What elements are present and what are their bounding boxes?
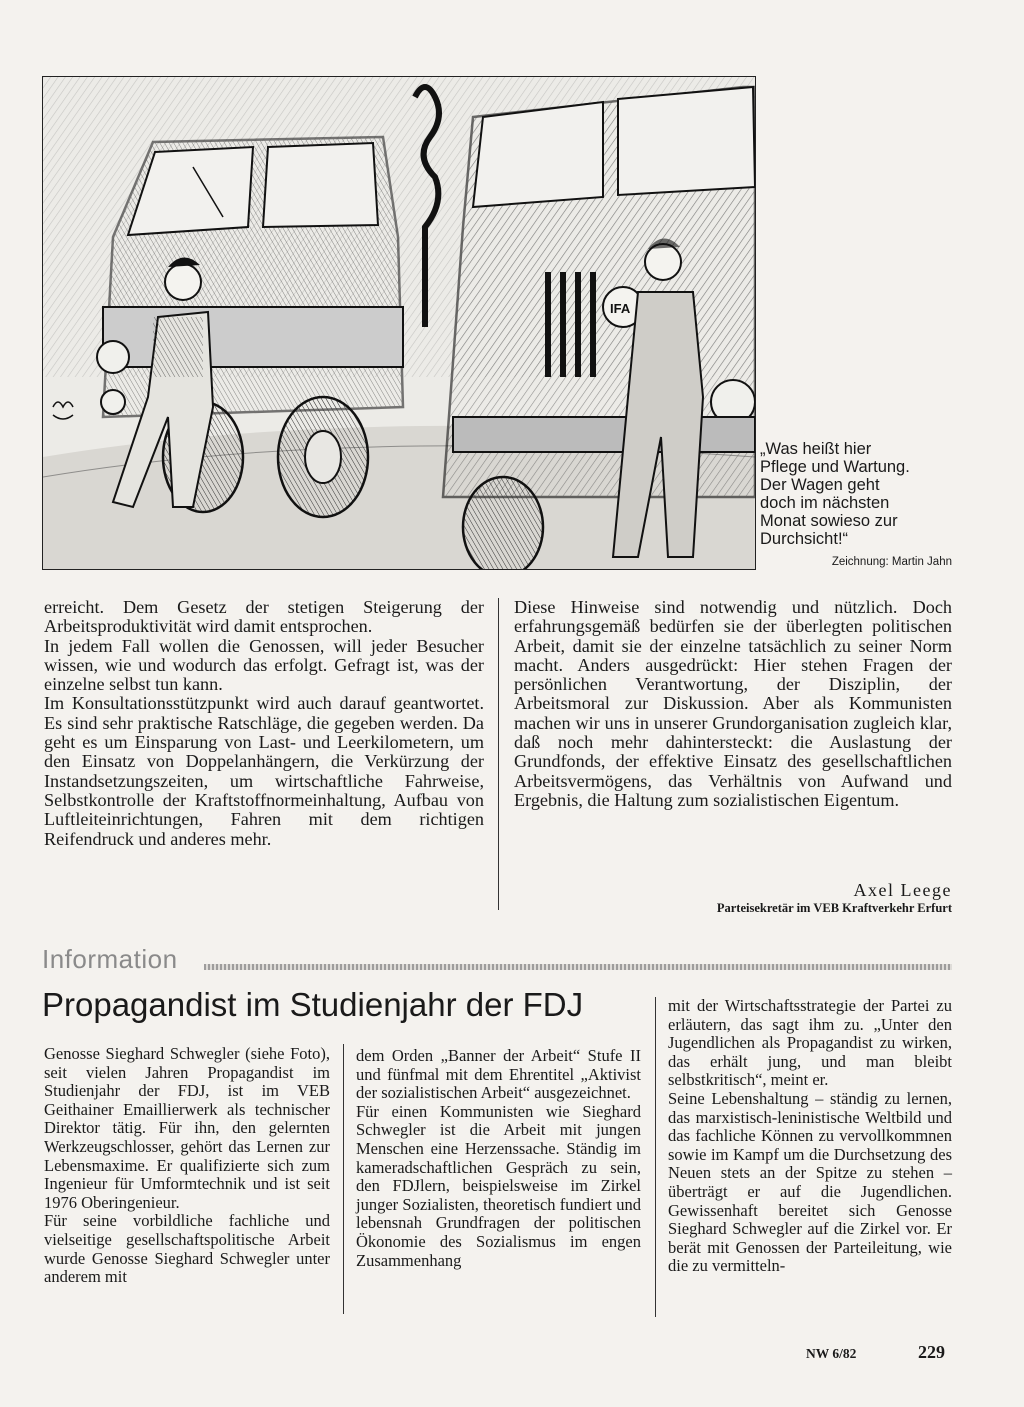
column-divider <box>498 598 499 910</box>
caption-line: Durchsicht!“ <box>760 530 849 548</box>
paragraph: Für einen Kommunisten wie Sieghard Schwegler ist die Arbeit mit jungen Menschen eine Herzenssache. Ständig im kameradschaftlichen Gespräch zu sein, den FDJlern, beispielsweise im Zirkel junger Sozialisten, theoretisch fundiert und lebensnah Grundfragen der politischen Ökonomie des Sozialismus im engen Zusammenhang <box>356 1101 641 1270</box>
ifa-badge: IFA <box>610 301 631 316</box>
illustration-credit: Zeichnung: Martin Jahn <box>831 556 952 568</box>
paragraph: Genosse Sieghard Schwegler (siehe Foto), seit vielen Jahren Propagandist im Studienjahr der FDJ, ist im VEB Geithainer Emaillierwerk als technischer Direktor tätig. Für ihn, den gelernten Werkzeugschlosser, gehört das Lernen zur Lebensmaxime. Er qualifizierte sich zum Ingenieur für Umformtechnik und ist seit 1976 Oberingenieur. <box>44 1044 330 1212</box>
truck-drawing <box>43 77 755 569</box>
column-divider <box>655 997 656 1317</box>
paragraph: Für seine vorbildliche fachliche und vielseitige gesellschaftspolitische Arbeit wurde Genosse Sieghard Schwegler unter anderem mit <box>44 1211 330 1287</box>
cartoon-illustration <box>42 76 756 570</box>
new-truck <box>443 87 755 569</box>
section-rule <box>204 964 952 970</box>
cartoon-caption <box>760 440 952 548</box>
paragraph: Im Konsultationsstützpunkt wird auch darauf geantwortet. Es sind sehr praktische Ratschläge, die gegeben werden. Da geht es um Einsparung von Last- und Leerkilometern, um den Einsatz von Doppelanhängern, die Verkürzung der Instandsetzungszeiten, um wirtschaftliche Fahrweise, Selbstkontrolle der Kraftstoffnormeinhaltung, Aufbau von Luftleiteinrichtungen, Fahren mit dem richtigen Reifendruck und anderes mehr. <box>44 693 484 849</box>
page-number: 229 <box>918 1342 945 1362</box>
info-column-3 <box>668 997 952 1276</box>
author-name: Axel Leege <box>853 880 952 900</box>
paragraph: Seine Lebenshaltung – ständig zu lernen, das marxistisch-leninistische Weltbild und das fachliche Können zu vervollkommnen sowie im Kampf um die Durchsetzung des Neuen stets an der Spitze zu stehen – überträgt er auf die Jugendlichen. Gewissenhaft bereitet sich Genosse Sieghard Schwegler auf die Zirkel vor. Er berät mit Genossen der Parteileitung, wie die zu vermitteln- <box>668 1088 952 1276</box>
caption-line: Monat sowieso zur <box>760 512 898 530</box>
article-column-left <box>44 598 484 849</box>
section-label: Information <box>42 944 178 974</box>
column-divider <box>343 1044 344 1314</box>
info-column-2 <box>356 1047 641 1270</box>
article-headline: Propagandist im Studienjahr der FDJ <box>42 986 584 1023</box>
caption-line: Der Wagen geht <box>760 476 880 494</box>
caption-line: „Was heißt hier <box>760 440 872 458</box>
paragraph: Diese Hinweise sind notwendig und nützlich. Doch erfahrungsgemäß bedürfen sie der überlegten politischen Arbeit, damit sie der einzelne tatsächlich zu seiner Norm macht. Anders ausgedrückt: Hier stehen Fragen der persönlichen Verantwortung, der Disziplin, der Arbeitsmoral zur Diskussion. Aber als Kommunisten machen wir uns in unserer Grundorganisation zugleich klar, daß noch mehr dahintersteckt: die Auslastung der Grundfonds, der effektive Einsatz des gesellschaftlichen Arbeitsvermögens, das Verhältnis von Aufwand und Ergebnis, die Haltung zum sozialistischen Eigentum. <box>514 597 952 810</box>
paragraph: dem Orden „Banner der Arbeit“ Stufe II und fünfmal mit dem Ehrentitel „Aktivist der sozialistischen Arbeit“ ausgezeichnet. <box>356 1046 641 1103</box>
caption-line: doch im nächsten <box>760 494 890 512</box>
article-column-right <box>514 598 952 810</box>
info-column-1 <box>44 1045 330 1287</box>
paragraph: erreicht. Dem Gesetz der stetigen Steigerung der Arbeitsproduktivität wird damit entsprochen. <box>44 597 484 637</box>
paragraph: In jedem Fall wollen die Genossen, will jeder Besucher wissen, wie und wodurch das erfolgt. Gefragt ist, was der einzelne selbst tun kann. <box>44 635 484 695</box>
author-role: Parteisekretär im VEB Kraftverkehr Erfurt <box>716 901 952 915</box>
issue-number: NW 6/82 <box>806 1346 857 1361</box>
caption-line: Pflege und Wartung. <box>760 458 910 476</box>
paragraph: mit der Wirtschaftsstrategie der Partei zu erläutern, das sagt ihm zu. „Unter den Jugendlichen als Propagandist zu wirken, das erhält jung, und man bleibt selbstkritisch“, meint er. <box>668 996 952 1090</box>
